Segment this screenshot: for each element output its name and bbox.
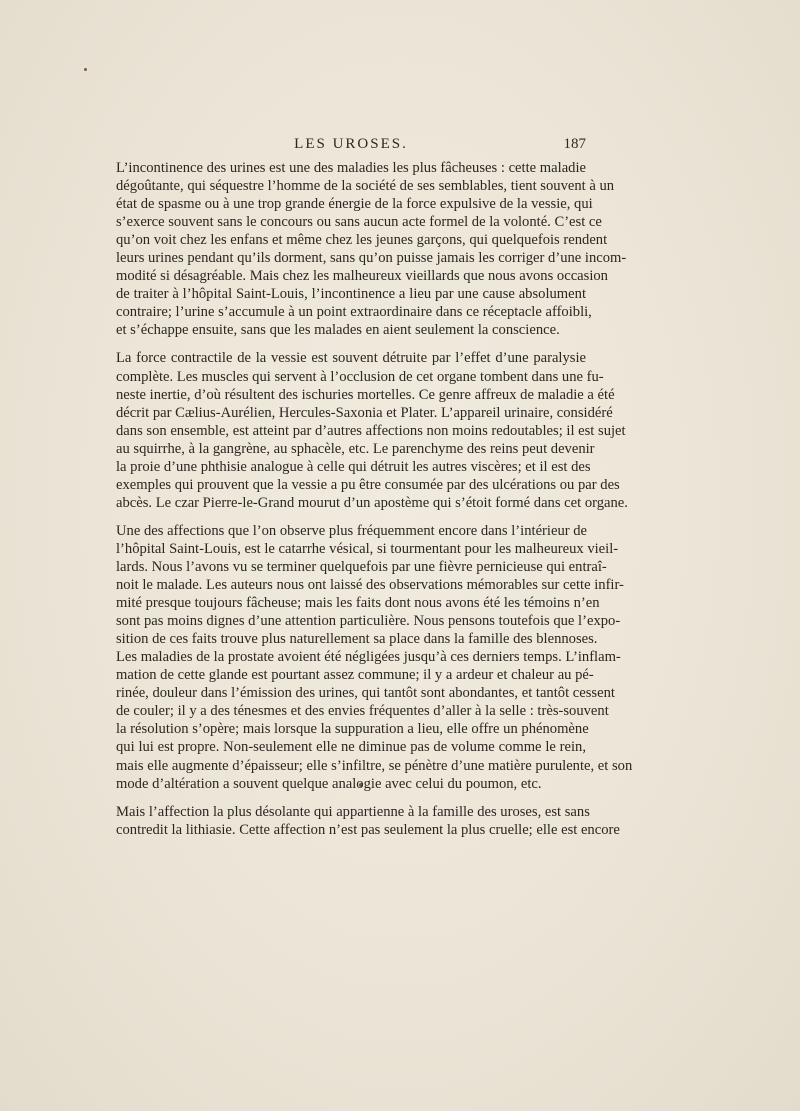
text-line: la résolution s’opère; mais lorsque la suppuration a lieu, elle offre un phénomène xyxy=(116,721,589,738)
text-line: contraire; l’urine s’accumule à un point extraordinaire dans ce réceptacle affoibli, xyxy=(116,304,592,321)
text-line: rinée, douleur dans l’émission des urines, qui tantôt sont abondantes, et tantôt cessent xyxy=(116,685,615,702)
text-line: dans son ensemble, est atteint par d’autres affections non moins redoutables; il est sujet xyxy=(116,422,626,439)
text-line: abcès. Le czar Pierre-le-Grand mourut d’un apostème qui s’étoit formé dans cet organe. xyxy=(116,494,628,511)
text-line: de traiter à l’hôpital Saint-Louis, l’incontinence a lieu par une cause absolument xyxy=(116,286,586,303)
page-header xyxy=(116,136,586,156)
text-line: exemples qui prouvent que la vessie a pu être consumée par des ulcérations ou par des xyxy=(116,476,620,493)
text-line: modité si désagréable. Mais chez les malheureux vieillards que nous avons occasion xyxy=(116,268,608,285)
body-text xyxy=(116,159,633,849)
text-line: noit le malade. Les auteurs nous ont laissé des observations mémorables sur cette infir- xyxy=(116,577,624,594)
text-line: qu’on voit chez les enfans et même chez les jeunes garçons, qui quelquefois rendent xyxy=(116,232,608,249)
running-title: LES UROSES. xyxy=(294,136,408,152)
text-line: de couler; il y a des ténesmes et des envies fréquentes d’aller à la selle : très-souvent xyxy=(116,703,609,720)
text-line: décrit par Cælius-Aurélien, Hercules-Saxonia et Plater. L’appareil urinaire, considéré xyxy=(116,404,613,421)
text-line: lards. Nous l’avons vu se terminer quelquefois par une fièvre pernicieuse qui entraî- xyxy=(116,558,607,575)
text-line: et s’échappe ensuite, sans que les malades en aient seulement la conscience. xyxy=(116,322,560,339)
text-line: Les maladies de la prostate avoient été négligées jusqu’à ces derniers temps. L’inflam- xyxy=(116,649,621,666)
paragraph xyxy=(116,159,627,339)
text-line: mation de cette glande est pourtant assez commune; il y a ardeur et chaleur au pé- xyxy=(116,667,594,684)
text-line: mode d’altération a souvent quelque analogie avec celui du poumon, etc. xyxy=(116,775,542,792)
text-line: complète. Les muscles qui servent à l’occlusion de cet organe tombent dans une fu- xyxy=(116,368,604,385)
text-line: qui lui est propre. Non-seulement elle ne diminue pas de volume comme le rein, xyxy=(116,739,586,756)
paragraph xyxy=(116,522,633,793)
text-line: sont pas moins dignes d’une attention particulière. Nous pensons toutefois que l’expo- xyxy=(116,613,621,630)
text-line: L’incontinence des urines est une des maladies les plus fâcheuses : cette maladie xyxy=(116,160,586,176)
text-line: sition de ces faits trouve plus naturellement sa place dans la famille des blennoses. xyxy=(116,631,598,648)
text-line: Une des affections que l’on observe plus fréquemment encore dans l’intérieur de xyxy=(116,522,588,539)
text-line: contredit la lithiasie. Cette affection n’est pas seulement la plus cruelle; elle est encore xyxy=(116,821,620,838)
text-line: l’hôpital Saint-Louis, est le catarrhe vésical, si tourmentant pour les malheureux vieil- xyxy=(116,540,619,557)
paragraph xyxy=(116,349,628,511)
text-line: La force contractile de la vessie est souvent détruite par l’effet d’une paralysie xyxy=(116,350,586,367)
text-line: dégoûtante, qui séquestre l’homme de la société de ses semblables, tient souvent à un xyxy=(116,178,615,195)
text-line: état de spasme ou à une trop grande énergie de la force expulsive de la vessie, qui xyxy=(116,196,593,213)
text-line: neste inertie, d’où résultent des ischuries mortelles. Ce genre affreux de maladie a été xyxy=(116,386,615,403)
text-line: au squirrhe, à la gangrène, au sphacèle, etc. Le parenchyme des reins peut devenir xyxy=(116,440,595,457)
page-number: 187 xyxy=(563,136,586,152)
text-line: leurs urines pendant qu’ils dorment, sans qu’on puisse jamais les corriger d’une incom- xyxy=(116,250,627,267)
paragraph xyxy=(116,803,620,839)
text-line: s’exerce souvent sans le concours ou sans aucun acte formel de la volonté. C’est ce xyxy=(116,214,602,231)
paper-speck xyxy=(84,68,87,71)
text-line: Mais l’affection la plus désolante qui appartienne à la famille des uroses, est sans xyxy=(116,803,590,820)
text-line: la proie d’une phthisie analogue à celle qui détruit les autres viscères; et il est des xyxy=(116,458,591,475)
text-line: mité presque toujours fâcheuse; mais les faits dont nous avons été les témoins n’en xyxy=(116,595,600,612)
text-line: mais elle augmente d’épaisseur; elle s’infiltre, se pénètre d’une matière purulente, et son xyxy=(116,757,633,774)
